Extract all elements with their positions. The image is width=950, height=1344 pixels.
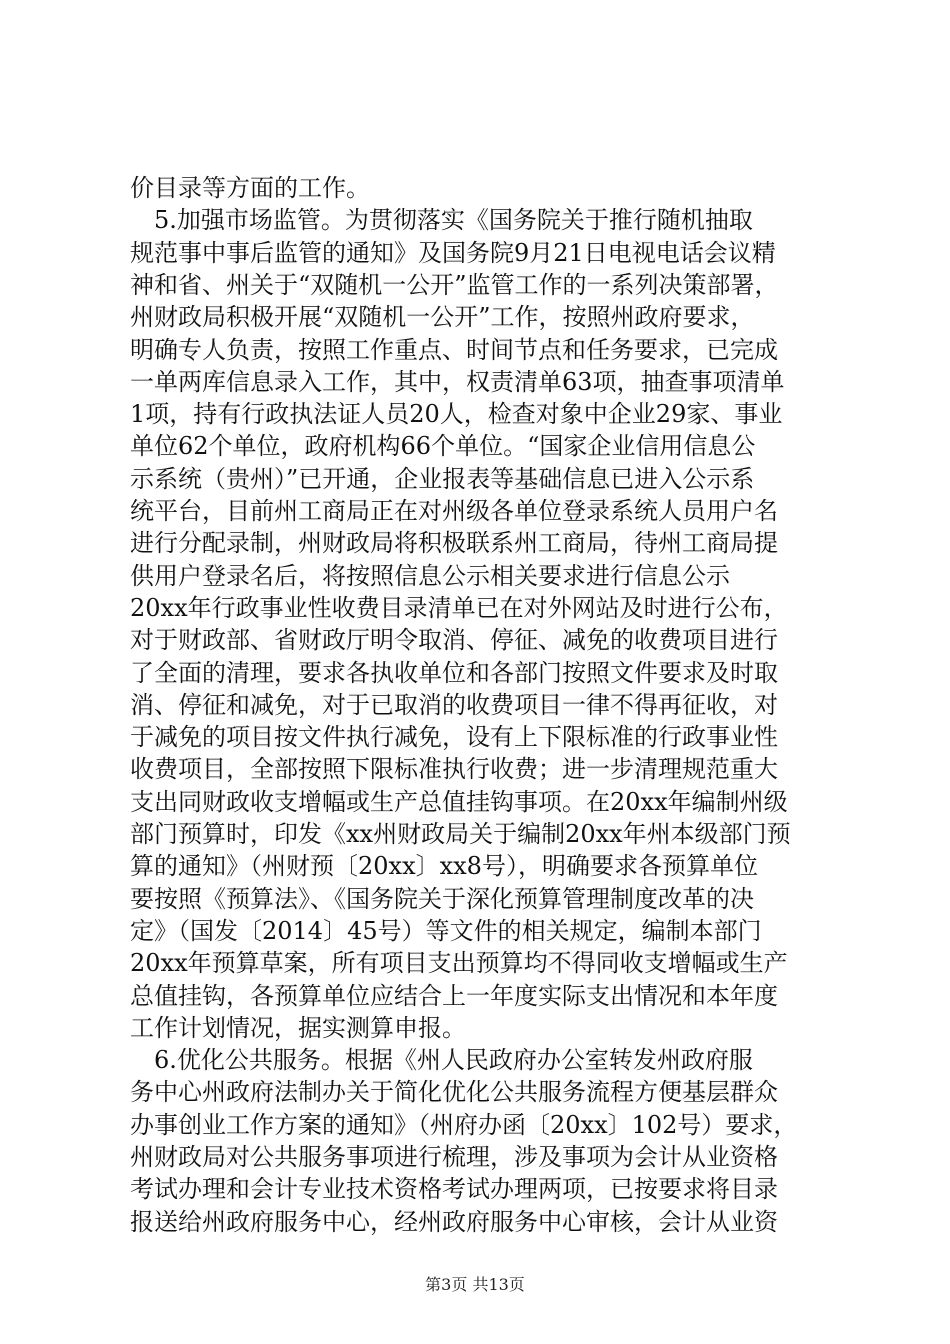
- text-line: 对于财政部、省财政厅明令取消、停征、减免的收费项目进行: [130, 626, 778, 655]
- text-line: 供用户登录名后，将按照信息公示相关要求进行信息公示: [130, 561, 730, 590]
- text-line: 办事创业工作方案的通知》（州府办函〔20xx〕102号）要求，: [130, 1110, 798, 1139]
- text-line: 20xx年预算草案，所有项目支出预算均不得同收支增幅或生产: [130, 949, 788, 978]
- text-line: 考试办理和会计专业技术资格考试办理两项，已按要求将目录: [130, 1175, 778, 1204]
- text-line: 单位62个单位，政府机构66个单位。“国家企业信用信息公: [130, 432, 756, 461]
- text-line: 6.优化公共服务。根据《州人民政府办公室转发州政府服: [130, 1046, 753, 1075]
- page-footer: 第3页 共13页: [425, 1275, 525, 1294]
- text-line: 于减免的项目按文件执行减免，设有上下限标准的行政事业性: [130, 723, 778, 752]
- text-line: 5.加强市场监管。为贯彻落实《国务院关于推行随机抽取: [130, 206, 753, 235]
- text-line: 1项，持有行政执法证人员20人，检查对象中企业29家、事业: [130, 400, 783, 429]
- text-line: 20xx年行政事业性收费目录清单已在对外网站及时进行公布，: [130, 593, 788, 622]
- text-line: 进行分配录制，州财政局将积极联系州工商局，待州工商局提: [130, 529, 778, 558]
- text-line: 部门预算时，印发《xx州财政局关于编制20xx年州本级部门预: [130, 820, 791, 848]
- text-line: 总值挂钩，各预算单位应结合上一年度实际支出情况和本年度: [130, 981, 778, 1010]
- text-line: 规范事中事后监管的通知》及国务院9月21日电视电话会议精: [130, 238, 776, 267]
- text-line: 支出同财政收支增幅或生产总值挂钩事项。在20xx年编制州级: [130, 787, 788, 816]
- text-line: 收费项目，全部按照下限标准执行收费；进一步清理规范重大: [130, 755, 778, 784]
- text-line: 消、停征和减免，对于已取消的收费项目一律不得再征收，对: [130, 690, 778, 719]
- text-line: 价目录等方面的工作。: [130, 174, 370, 202]
- text-line: 统平台，目前州工商局正在对州级各单位登录系统人员用户名: [130, 497, 778, 525]
- text-line: 定》（国发〔2014〕45号）等文件的相关规定，编制本部门: [130, 916, 762, 945]
- text-line: 务中心州政府法制办关于简化优化公共服务流程方便基层群众: [130, 1078, 778, 1107]
- text-line: 州财政局积极开展“双随机一公开”工作，按照州政府要求，: [130, 303, 755, 332]
- text-line: 报送给州政府服务中心，经州政府服务中心审核，会计从业资: [130, 1207, 778, 1236]
- text-line: 示系统（贵州）”已开通，企业报表等基础信息已进入公示系: [130, 464, 755, 493]
- text-line: 明确专人负责，按照工作重点、时间节点和任务要求，已完成: [130, 335, 778, 364]
- text-line: 一单两库信息录入工作，其中，权责清单63项，抽查事项清单: [130, 367, 785, 396]
- text-line: 工作计划情况，据实测算申报。: [130, 1013, 466, 1042]
- text-line: 州财政局对公共服务事项进行梳理，涉及事项为会计从业资格: [130, 1143, 778, 1171]
- text-line: 神和省、州关于“双随机一公开”监管工作的一系列决策部署，: [130, 270, 779, 299]
- text-line: 算的通知》（州财预〔20xx〕xx8号），明确要求各预算单位: [130, 852, 758, 881]
- text-line: 了全面的清理，要求各执收单位和各部门按照文件要求及时取: [130, 658, 778, 687]
- text-line: 要按照《预算法》、《国务院关于深化预算管理制度改革的决: [130, 884, 754, 913]
